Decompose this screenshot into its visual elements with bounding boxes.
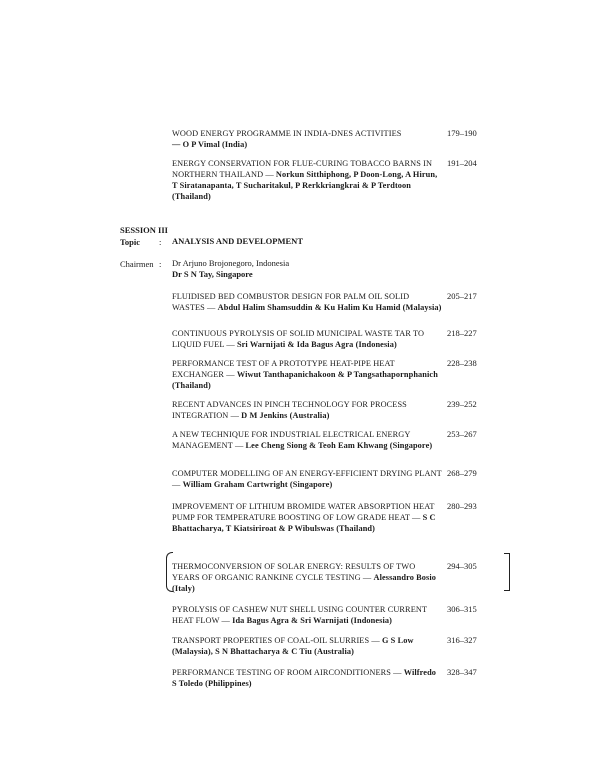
chairman: Dr S N Tay, Singapore xyxy=(172,269,253,279)
topic-colon: : xyxy=(159,237,162,247)
entry-text xyxy=(172,501,442,534)
entry-authors: — O P Vimal (India) xyxy=(172,140,248,149)
entry-title: CONTINUOUS PYROLYSIS OF SOLID MUNICIPAL WASTE TAR TO LIQUID FUEL — xyxy=(172,329,425,349)
entry-text xyxy=(172,604,442,626)
entry-title: PYROLYSIS OF CASHEW NUT SHELL USING COUNTER CURRENT HEAT FLOW — xyxy=(172,605,427,625)
chairmen-colon: : xyxy=(159,259,162,269)
session-heading: SESSION III xyxy=(120,225,168,235)
entry-authors: Ida Bagus Agra & Sri Warnijati (Indonesia) xyxy=(232,616,393,625)
entry-authors: D M Jenkins (Australia) xyxy=(241,411,330,420)
entry-authors: Norkun Sitthiphong, P Doon-Long, A Hirun, T Siratanapanta, T Sucharitakul, P Rerkkriangkrai & P Terdtoon (Thailand) xyxy=(172,170,438,201)
entry-pages: 253–267 xyxy=(447,429,477,439)
entry-text xyxy=(172,128,442,150)
entry-pages: 328–347 xyxy=(447,667,477,677)
entry-pages: 218–227 xyxy=(447,328,477,338)
session-topic: ANALYSIS AND DEVELOPMENT xyxy=(172,236,303,246)
entry-pages: 294–305 xyxy=(447,561,477,571)
entry-text xyxy=(172,468,442,490)
entry-pages: 228–238 xyxy=(447,358,477,368)
entry-pages: 268–279 xyxy=(447,468,477,478)
entry-title: PERFORMANCE TEST OF A PROTOTYPE HEAT-PIPE HEAT EXCHANGER — xyxy=(172,359,395,379)
entry-title: PERFORMANCE TESTING OF ROOM AIRCONDITIONERS — xyxy=(172,668,402,677)
entry-title: A NEW TECHNIQUE FOR INDUSTRIAL ELECTRICAL ENERGY MANAGEMENT — xyxy=(172,430,411,450)
entry-text xyxy=(172,399,442,421)
entry-text xyxy=(172,429,442,451)
entry-text xyxy=(172,328,442,350)
entry-pages: 239–252 xyxy=(447,399,477,409)
chairmen-label: Chairmen xyxy=(120,259,154,269)
entry-pages: 306–315 xyxy=(447,604,477,614)
entry-authors: Alessandro Bosio (Italy) xyxy=(172,573,437,593)
left-bracket-mark xyxy=(166,552,173,592)
entry-text xyxy=(172,291,442,313)
entry-authors: Sri Warnijati & Ida Bagus Agra (Indonesia) xyxy=(236,340,397,349)
entry-title: TRANSPORT PROPERTIES OF COAL-OIL SLURRIES — xyxy=(172,636,380,645)
right-bracket-mark xyxy=(504,553,510,591)
entry-pages: 280–293 xyxy=(447,501,477,511)
entry-pages: 205–217 xyxy=(447,291,477,301)
entry-title: COMPUTER MODELLING OF AN ENERGY-EFFICIENT DRYING PLANT — xyxy=(172,469,442,489)
entry-pages: 191–204 xyxy=(447,158,477,168)
entry-title: THERMOCONVERSION OF SOLAR ENERGY: RESULTS OF TWO YEARS OF ORGANIC RANKINE CYCLE TESTING — xyxy=(172,562,416,582)
entry-title: ENERGY CONSERVATION FOR FLUE-CURING TOBACCO BARNS IN NORTHERN THAILAND — xyxy=(172,159,433,179)
entry-authors: Lee Cheng Siong & Teoh Eam Khwang (Singapore) xyxy=(245,441,433,450)
entry-text xyxy=(172,667,442,689)
entry-authors: G S Low (Malaysia), S N Bhattacharya & C Tiu (Australia) xyxy=(172,636,414,656)
entry-text xyxy=(172,158,442,202)
entry-pages: 316–327 xyxy=(447,635,477,645)
topic-label: Topic xyxy=(120,237,141,247)
entry-authors: Wilfredo S Toledo (Philippines) xyxy=(172,668,437,688)
entry-title: WOOD ENERGY PROGRAMME IN INDIA-DNES ACTIVITIES xyxy=(172,129,402,138)
entry-pages: 179–190 xyxy=(447,128,477,138)
entry-text xyxy=(172,358,442,391)
chairman: Dr Arjuno Brojonegoro, Indonesia xyxy=(172,258,290,268)
entry-title: FLUIDISED BED COMBUSTOR DESIGN FOR PALM OIL SOLID WASTES — xyxy=(172,292,410,312)
entry-title: RECENT ADVANCES IN PINCH TECHNOLOGY FOR PROCESS INTEGRATION — xyxy=(172,400,407,420)
entry-title: IMPROVEMENT OF LITHIUM BROMIDE WATER ABSORPTION HEAT PUMP FOR TEMPERATURE BOOSTING OF LOW GRADE HEAT — xyxy=(172,502,435,522)
entry-authors: Abdul Halim Shamsuddin & Ku Halim Ku Hamid (Malaysia) xyxy=(217,303,442,312)
entry-text xyxy=(172,635,442,657)
entry-text xyxy=(172,561,442,594)
entry-authors: William Graham Cartwright (Singapore) xyxy=(182,480,333,489)
entry-authors: Wiwut Tanthapanichakoon & P Tangsathapornphanich (Thailand) xyxy=(172,370,438,390)
entry-authors: S C Bhattacharya, T Kiatsiriroat & P Wibulswas (Thailand) xyxy=(172,513,436,533)
